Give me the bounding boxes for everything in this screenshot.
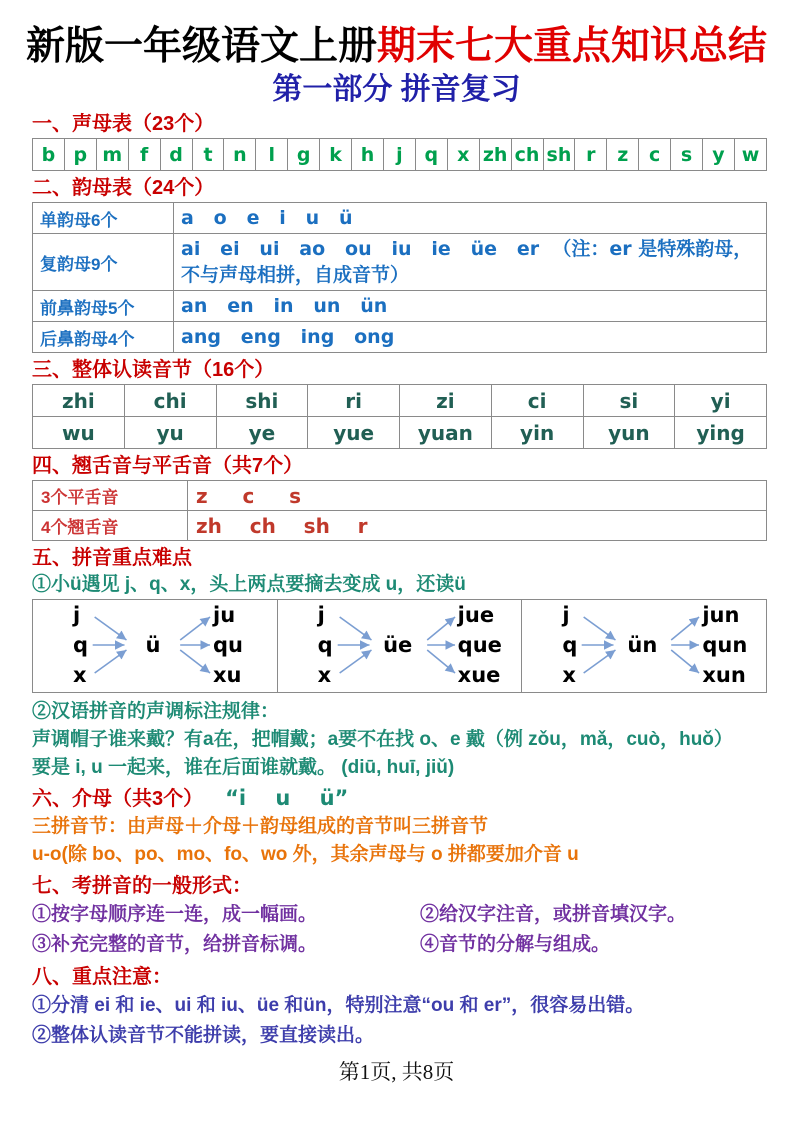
table-row [33, 511, 767, 541]
page-subtitle: 第一部分 拼音复习 [272, 73, 521, 106]
finals-row-label: 单韵母6个 [33, 203, 174, 234]
initial-cell: g [288, 139, 320, 171]
title-red-part: 期末七大重点知识总结 [377, 25, 768, 68]
section-heading-whole-syllables: 三、整体认读音节（16个） [32, 359, 275, 381]
initial-cell: h [352, 139, 384, 171]
initial-cell: q [415, 139, 447, 171]
finals-row-label: 前鼻韵母5个 [33, 291, 174, 322]
u-o-rule-line: u-o(除 bo、po、mo、fo、wo 外，其余声母与 o 拼都要加介音 u [32, 844, 579, 865]
syllable-cell: yi [675, 385, 767, 417]
u-merge-panel-1 [33, 600, 278, 692]
section-heading-finals: 二、韵母表（24个） [32, 177, 215, 199]
diagram-letter: q [562, 633, 578, 657]
three-pinyin-syllable-line: 三拼音节：由声母＋介母＋韵母组成的音节叫三拼音节 [32, 816, 489, 837]
diagram-center: ü [145, 633, 161, 657]
syllable-cell: ye [216, 417, 308, 449]
syllable-cell: yun [583, 417, 675, 449]
diagram-result: que [457, 633, 502, 657]
diagram-result: ju [213, 603, 236, 627]
table-row [33, 203, 767, 234]
u-rule-note: ①小ü遇见 j、q、x，头上两点要摘去变成 u，还读ü [32, 574, 466, 595]
diagram-center: ün [627, 633, 658, 657]
section-heading-initials: 一、声母表（23个） [32, 113, 215, 135]
whole-syllables-table [32, 384, 767, 449]
diagram-result: xu [213, 663, 242, 687]
table-row [33, 139, 767, 171]
initial-cell: f [128, 139, 160, 171]
initial-cell: l [256, 139, 288, 171]
syllable-cell: yue [308, 417, 400, 449]
tone-rhyme-line-1: 声调帽子谁来戴？有a在，把帽戴；a要不在找 o、e 戴（例 zǒu，mǎ，cuò，huǒ） [32, 729, 733, 750]
finals-table [32, 202, 767, 353]
initial-cell: k [320, 139, 352, 171]
diagram-letter: q [317, 633, 333, 657]
syllable-cell: ying [675, 417, 767, 449]
section-heading-important-notes: 八、重点注意： [32, 966, 172, 988]
diagram-result: qu [213, 633, 243, 657]
diagram-letter: q [73, 633, 89, 657]
initial-cell: ch [511, 139, 543, 171]
exam-form-item: ④音节的分解与组成。 [420, 934, 611, 955]
finals-row-label: 后鼻韵母4个 [33, 322, 174, 353]
syllable-cell: shi [216, 385, 308, 417]
table-row [33, 417, 767, 449]
initial-cell: y [703, 139, 735, 171]
initial-cell: z [607, 139, 639, 171]
initial-cell: x [447, 139, 479, 171]
important-note-item: ②整体认读音节不能拼读，要直接读出。 [32, 1025, 375, 1046]
exam-form-item: ①按字母顺序连一连，成一幅画。 [32, 904, 318, 925]
syllable-cell: chi [124, 385, 216, 417]
initial-cell: w [734, 139, 766, 171]
medials-list: “i u ü” [225, 786, 349, 810]
diagram-result: xue [457, 663, 501, 687]
initial-cell: j [383, 139, 415, 171]
initial-cell: d [160, 139, 192, 171]
initial-cell: r [575, 139, 607, 171]
diagram-letter: j [562, 603, 570, 627]
finals-row-value: an en in un ün [174, 291, 767, 322]
diagram-result: xun [702, 663, 746, 687]
initial-cell: p [64, 139, 96, 171]
initial-cell: sh [543, 139, 575, 171]
diagram-result: jue [457, 603, 495, 627]
finals-row-value: ang eng ing ong [174, 322, 767, 353]
syllable-cell: yin [491, 417, 583, 449]
page-number-footer: 第1页, 共8页 [338, 1060, 455, 1084]
important-notes-list [32, 991, 767, 1051]
exam-form-item: ③补充完整的音节，给拼音标调。 [32, 934, 318, 955]
u-merge-panel-3 [522, 600, 766, 692]
medial-section-row [32, 782, 767, 813]
syllable-cell: wu [33, 417, 125, 449]
section-heading-tongue-sounds: 四、翘舌音与平舌音（共7个） [32, 455, 304, 477]
diagram-letter: x [562, 663, 576, 687]
diagram-letter: j [73, 603, 81, 627]
initial-cell: s [671, 139, 703, 171]
initial-cell: b [33, 139, 65, 171]
tongue-row-value: z c s [188, 481, 767, 511]
section-heading-key-points: 五、拼音重点难点 [32, 547, 192, 569]
syllable-cell: ci [491, 385, 583, 417]
tone-rule-note: ②汉语拼音的声调标注规律： [32, 701, 280, 722]
diagram-letter: x [73, 663, 87, 687]
section-heading-exam-forms: 七、考拼音的一般形式： [32, 875, 252, 897]
tone-rhyme-line-2: 要是 i, u 一起来，谁在后面谁就戴。 (diū, huī, jiǔ) [32, 757, 455, 778]
document-content [0, 113, 793, 1051]
finals-row-label: 复韵母9个 [33, 234, 174, 291]
syllable-cell: zhi [33, 385, 125, 417]
exam-form-item: ②给汉字注音，或拼音填汉字。 [420, 904, 687, 925]
syllable-cell: yuan [400, 417, 492, 449]
diagram-result: jun [702, 603, 740, 627]
diagram-result: qun [702, 633, 748, 657]
exam-forms-list [32, 900, 767, 960]
table-row [33, 481, 767, 511]
diagram-letter: j [317, 603, 325, 627]
finals-row-value: a o e i u ü [174, 203, 767, 234]
syllable-cell: zi [400, 385, 492, 417]
finals-row-value: ai ei ui ao ou iu ie üe er （注：er 是特殊韵母，不与声母相拼，自成音节） [174, 234, 767, 291]
tongue-sounds-table [32, 480, 767, 541]
table-row [33, 234, 767, 291]
initial-cell: n [224, 139, 256, 171]
tongue-row-value: zh ch sh r [188, 511, 767, 541]
table-row [33, 291, 767, 322]
tongue-row-label: 4个翘舌音 [33, 511, 188, 541]
initial-cell: zh [479, 139, 511, 171]
initial-cell: t [192, 139, 224, 171]
table-row [33, 322, 767, 353]
u-merge-diagram [32, 599, 767, 693]
tongue-row-label: 3个平舌音 [33, 481, 188, 511]
diagram-center: üe [383, 633, 413, 657]
table-row [33, 385, 767, 417]
syllable-cell: yu [124, 417, 216, 449]
initial-cell: c [639, 139, 671, 171]
syllable-cell: ri [308, 385, 400, 417]
page-title [0, 24, 793, 70]
important-note-item: ①分清 ei 和 ie、ui 和 iu、üe 和ün，特别注意“ou 和 er”，很容易出错。 [32, 995, 645, 1016]
section-heading-medials: 六、介母（共3个） [32, 788, 204, 810]
title-black-part: 新版一年级语文上册 [25, 25, 377, 68]
initial-cell: m [96, 139, 128, 171]
syllable-cell: si [583, 385, 675, 417]
diagram-letter: x [317, 663, 332, 687]
u-merge-panel-2 [278, 600, 523, 692]
initials-table [32, 138, 767, 171]
